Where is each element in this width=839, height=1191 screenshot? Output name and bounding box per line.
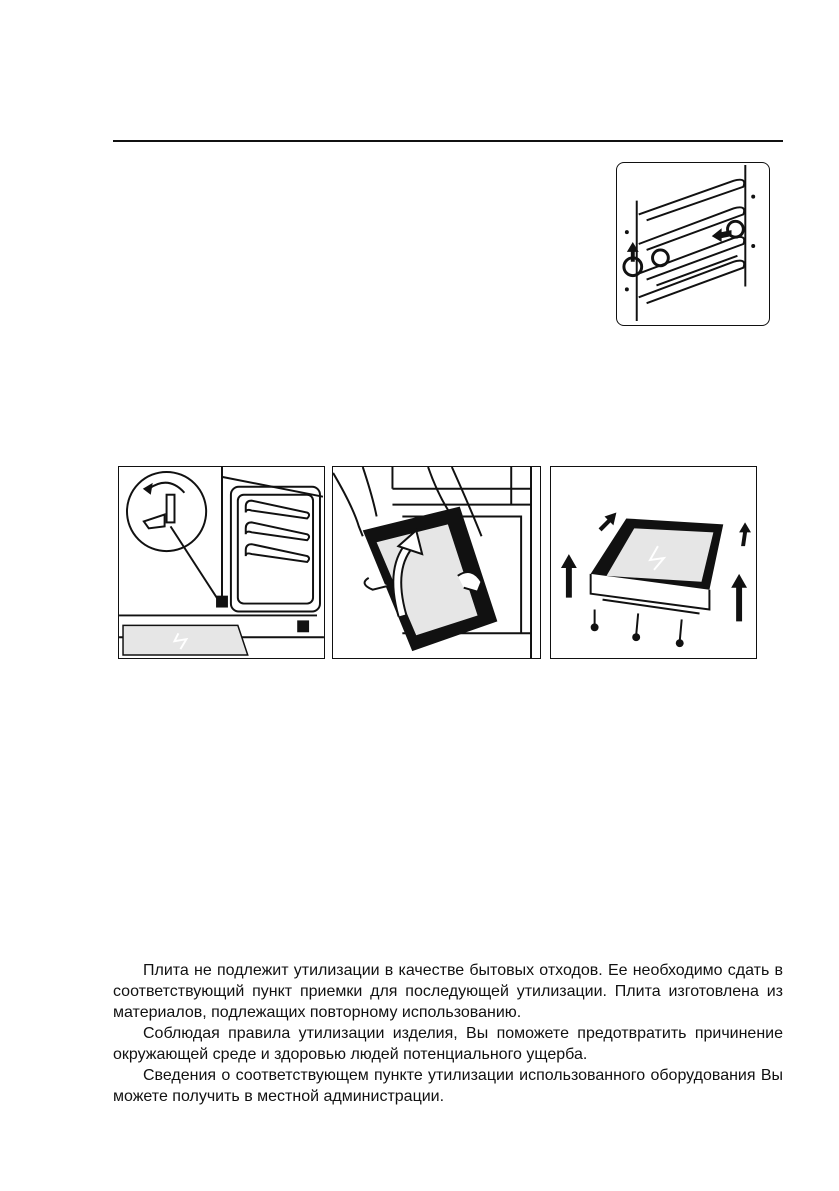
oven-rack-guides-figure: [616, 162, 770, 326]
arrow-up-icon: [561, 554, 577, 598]
disposal-notice: [113, 960, 783, 1107]
rotate-arrow-icon: [143, 483, 153, 495]
disposal-paragraph: Соблюдая правила утилизации изделия, Вы поможете предотвратить причинение окружающей среде и здоровью людей потенциального ущерба.: [113, 1025, 783, 1063]
disposal-paragraph: Сведения о соответствующем пункте утилизации использованного оборудования Вы можете получить в местной администрации.: [113, 1067, 783, 1105]
arrow-up-icon: [739, 522, 751, 546]
door-glass-figure: [550, 466, 757, 659]
arrow-up-right-icon: [599, 513, 617, 532]
door-glass-panel-icon: [551, 467, 756, 658]
disposal-paragraph: Плита не подлежит утилизации в качестве бытовых отходов. Ее необходимо сдать в соответствующий пункт приемки для последующей утилизации. Плита изготовлена из материалов, подлежащих повторному использованию.: [113, 962, 783, 1021]
arrow-up-icon: [731, 574, 747, 622]
door-hinge-icon: [119, 467, 324, 658]
oven-rack-guides-icon: [617, 163, 769, 325]
door-removal-figure: [332, 466, 541, 659]
door-lift-off-icon: [333, 467, 540, 658]
header-rule: [113, 140, 783, 142]
door-hinge-figure: [118, 466, 325, 659]
